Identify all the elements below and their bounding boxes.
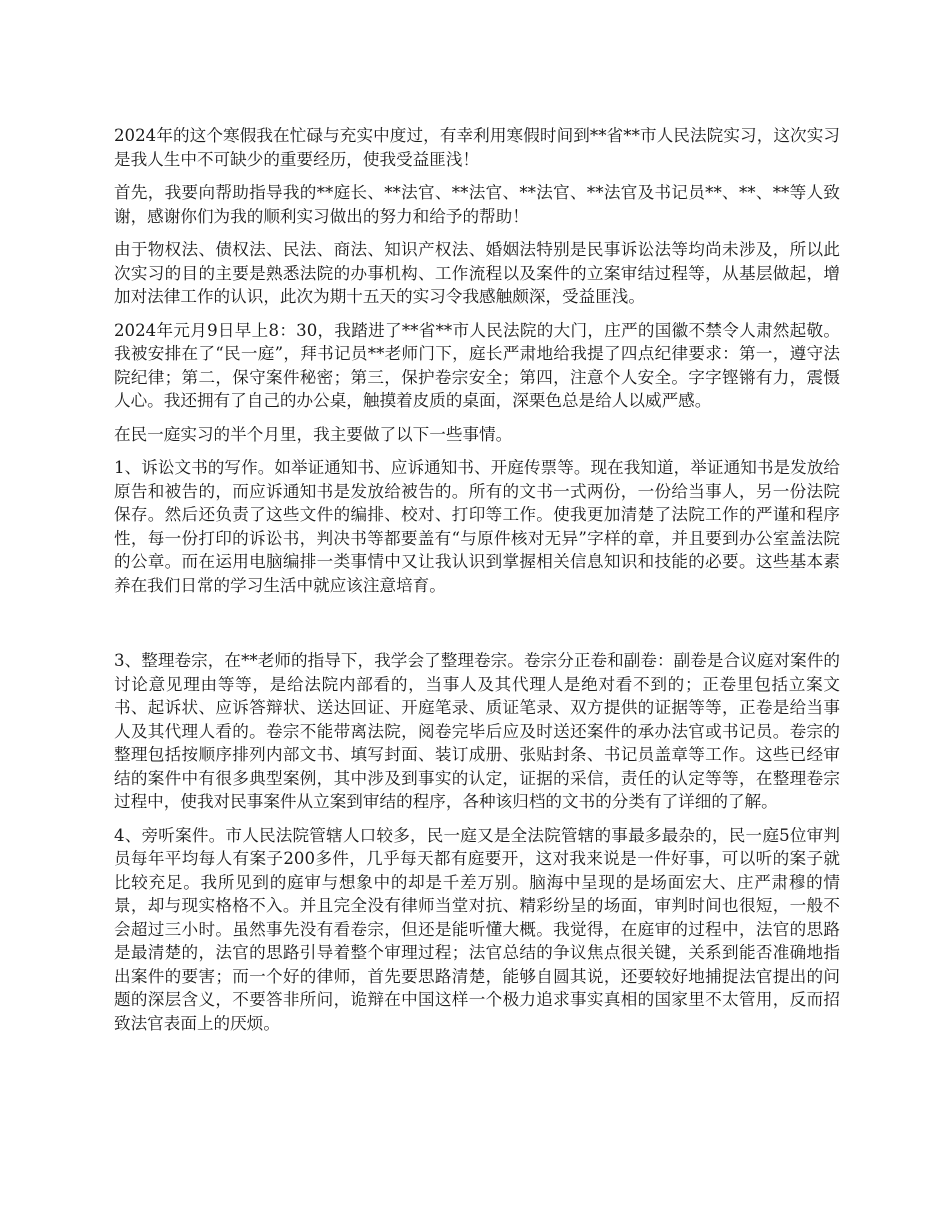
paragraph-purpose: 由于物权法、债权法、民法、商法、知识产权法、婚姻法特别是民事诉讼法等均尚未涉及，所以此次实习的目的主要是熟悉法院的办事机构、工作流程以及案件的立案审结过程等，从基层做起，增加对法律工作的认识，此次为期十五天的实习令我感触颇深，受益匪浅。 xyxy=(114,240,840,306)
paragraph-item-3: 3、整理卷宗，在**老师的指导下，我学会了整理卷宗。卷宗分正卷和副卷：副卷是合议庭对案件的讨论意见理由等等，是给法院内部看的，当事人及其代理人是绝对看不到的；正卷里包括立案文书、起诉状、应诉答辩状、送达回证、开庭笔录、质证笔录、双方提供的证据等等，正卷是给当事人及其代理人看的。卷宗不能带离法院，阅卷完毕后应及时送还案件的承办法官或书记员。卷宗的整理包括按顺序排列内部文书、填写封面、装订成册、张贴封条、书记员盖章等工作。这些已经审结的案件中有很多典型案例，其中涉及到事实的认定，证据的采信，责任的认定等等，在整理卷宗过程中，使我对民事案件从立案到审结的程序，各种该归档的文书的分类有了详细的了解。 xyxy=(114,651,840,811)
document-body xyxy=(114,124,840,1045)
paragraph-first-day: 2024年元月9日早上8：30，我踏进了**省**市人民法院的大门，庄严的国徽不禁令人肃然起敬。我被安排在了“民一庭”，拜书记员**老师门下，庭长严肃地给我提了四点纪律要求：第一，遵守法院纪律；第二，保守案件秘密；第三，保护卷宗安全；第四，注意个人安全。字字铿锵有力，震慑人心。我还拥有了自己的办公桌，触摸着皮质的桌面，深栗色总是给人以威严感。 xyxy=(114,320,840,410)
paragraph-item-4: 4、旁听案件。市人民法院管辖人口较多，民一庭又是全法院管辖的事最多最杂的，民一庭5位审判员每年平均每人有案子200多件，几乎每天都有庭要开，这对我来说是一件好事，可以听的案子就比较充足。我所见到的庭审与想象中的却是千差万别。脑海中呈现的是场面宏大、庄严肃穆的情景，却与现实格格不入。并且完全没有律师当堂对抗、精彩纷呈的场面，审判时间也很短，一般不会超过三小时。虽然事先没有看卷宗，但还是能听懂大概。我觉得，在庭审的过程中，法官的思路是最清楚的，法官的思路引导着整个审理过程；法官总结的争议焦点很关键，关系到能否准确地指出案件的要害；而一个好的律师，首先要思路清楚，能够自圆其说，还要较好地捕捉法官提出的问题的深层含义，不要答非所问，诡辩在中国这样一个极力追求事实真相的国家里不太管用，反而招致法官表面上的厌烦。 xyxy=(114,825,840,1033)
paragraph-thanks: 首先，我要向帮助指导我的**庭长、**法官、**法官、**法官、**法官及书记员**、**、**等人致谢，感谢你们为我的顺利实习做出的努力和给予的帮助！ xyxy=(114,183,840,226)
paragraph-item-1: 1、诉讼文书的写作。如举证通知书、应诉通知书、开庭传票等。现在我知道，举证通知书是发放给原告和被告的，而应诉通知书是发放给被告的。所有的文书一式两份，一份给当事人，另一份法院保存。然后还负责了这些文件的编排、校对、打印等工作。使我更加清楚了法院工作的严谨和程序性，每一份打印的诉讼书，判决书等都要盖有“与原件核对无异”字样的章，并且要到办公室盖法院的公章。而在运用电脑编排一类事情中又让我认识到掌握相关信息知识和技能的必要。这些基本素养在我们日常的学习生活中就应该注意培育。 xyxy=(114,458,840,595)
paragraph-summary-intro: 在民一庭实习的半个月里，我主要做了以下一些事情。 xyxy=(114,424,513,444)
paragraph-intro: 2024年的这个寒假我在忙碌与充实中度过，有幸利用寒假时间到**省**市人民法院实习，这次实习是我人生中不可缺少的重要经历，使我受益匪浅！ xyxy=(114,126,840,169)
